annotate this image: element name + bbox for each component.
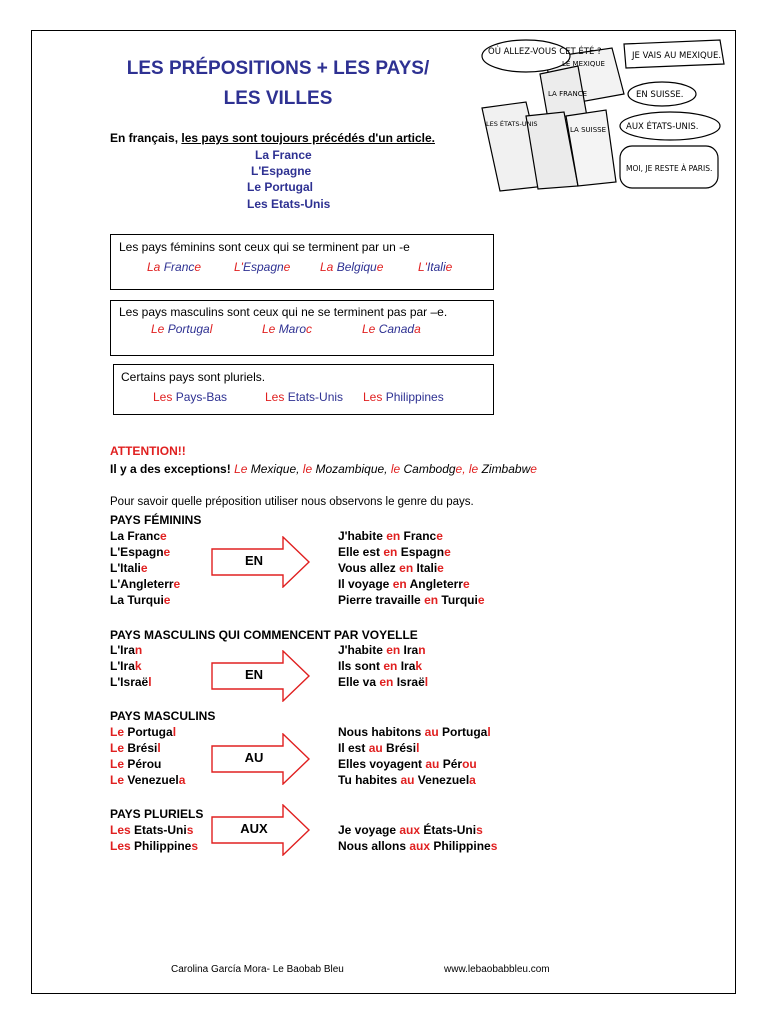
attention-title: ATTENTION!! (110, 444, 186, 458)
sentence-country: Ira (400, 643, 419, 657)
right-row (338, 725, 491, 739)
intro-example-3: Le Portugal (247, 180, 314, 194)
intro-example-2: L'Espagne (251, 164, 312, 178)
preposition: aux (409, 839, 431, 853)
left-name: Etats-Uni (130, 823, 187, 837)
preposition: en (383, 659, 398, 673)
left-article: Le (110, 773, 125, 787)
left-name: L'Espagn (110, 545, 164, 559)
left-name: L'Itali (110, 561, 141, 575)
country-ending: a (469, 773, 476, 787)
right-row (338, 577, 470, 591)
sentence-country: Portuga (438, 725, 488, 739)
left-name: La Franc (110, 529, 161, 543)
cartoon-book1: LE MEXIQUE (562, 60, 605, 68)
masculine-example-3: Le Canada (362, 322, 421, 336)
intro-example-1: La France (255, 148, 312, 162)
left-end: e (163, 545, 171, 559)
left-row (110, 741, 161, 755)
sentence-country: Turqui (438, 593, 478, 607)
left-row (110, 529, 167, 543)
sentence-country: Espagn (397, 545, 445, 559)
country-ending: k (415, 659, 423, 673)
sentence-start: Vous allez (338, 561, 400, 575)
left-row (110, 839, 198, 853)
sentence-start: J'habite (338, 529, 387, 543)
country-ending: e (437, 561, 444, 575)
right-row (338, 757, 477, 771)
left-name: La Turqui (110, 593, 164, 607)
cartoon-bubble4: AUX ÉTATS-UNIS. (626, 122, 699, 132)
preposition: en (386, 529, 401, 543)
box-plural-text: Certains pays sont pluriels. (121, 370, 266, 384)
cartoon-bubble5: MOI, JE RESTE À PARIS. (626, 164, 713, 173)
country-ending: l (424, 675, 429, 689)
left-row (110, 725, 176, 739)
preposition: au (424, 725, 439, 739)
right-row (338, 593, 485, 607)
intro-prefix: En français, (110, 131, 182, 145)
sentence-start: J'habite (338, 643, 387, 657)
preposition: en (379, 675, 394, 689)
plural-example-1: Les Pays-Bas (153, 390, 228, 404)
feminine-example-1: La France (147, 260, 202, 274)
preposition: au (368, 741, 383, 755)
arrow-icon (211, 804, 311, 856)
left-end: n (134, 643, 143, 657)
left-name: Venezuel (124, 773, 179, 787)
left-name: Portuga (124, 725, 173, 739)
box-masculine-text: Les pays masculins sont ceux qui ne se terminent pas par –e. (119, 305, 448, 319)
arrow-icon (211, 733, 311, 785)
section-heading: PAYS MASCULINS (110, 709, 216, 723)
sentence-country: Itali (413, 561, 438, 575)
country-ending: ou (462, 757, 477, 771)
left-row (110, 659, 142, 673)
arrow-label: AU (244, 750, 264, 765)
right-row (338, 773, 476, 787)
left-name: Brési (124, 741, 158, 755)
preposition: en (424, 593, 439, 607)
sentence-start: Nous allons (338, 839, 410, 853)
intro-line (110, 131, 435, 145)
preposition: au (425, 757, 440, 771)
right-row (338, 545, 451, 559)
right-row (338, 659, 422, 673)
left-row (110, 643, 142, 657)
left-article: Les (110, 839, 131, 853)
feminine-example-4: L'Italie (418, 260, 453, 274)
left-name: L'Ira (110, 659, 135, 673)
right-row (338, 529, 443, 543)
left-end: e (173, 577, 181, 591)
left-row (110, 561, 148, 575)
box-feminine-text: Les pays féminins sont ceux qui se terminent par un -e (119, 240, 410, 254)
left-end: l (157, 741, 161, 755)
right-row (338, 741, 419, 755)
left-end: s (186, 823, 194, 837)
observe-text: Pour savoir quelle préposition utiliser nous observons le genre du pays. (110, 496, 474, 508)
country-ending: s (490, 839, 498, 853)
preposition: en (392, 577, 407, 591)
cartoon-book3: LES ÉTATS-UNIS (486, 120, 538, 128)
left-end: s (191, 839, 199, 853)
sentence-country: Ira (397, 659, 416, 673)
left-end: l (148, 675, 152, 689)
plural-example-2: Les Etats-Unis (265, 390, 344, 404)
arrow-icon (211, 536, 311, 588)
cartoon-bubble3: EN SUISSE. (636, 90, 684, 100)
sentence-country: Franc (400, 529, 437, 543)
preposition: en (386, 643, 401, 657)
sentence-start: Elle est (338, 545, 384, 559)
left-row (110, 773, 185, 787)
sentence-country: Venezuel (414, 773, 470, 787)
plural-example-3: Les Philippines (363, 390, 444, 404)
cartoon-illustration (474, 36, 728, 192)
preposition: au (400, 773, 415, 787)
preposition: aux (399, 823, 421, 837)
country-ending: e (462, 577, 470, 591)
section-heading: PAYS FÉMININS (110, 513, 202, 527)
cartoon-book2: LA FRANCE (548, 90, 588, 98)
masculine-example-2: Le Maroc (262, 322, 313, 336)
country-ending: e (477, 593, 485, 607)
left-name: Philippine (130, 839, 192, 853)
left-name: L'Ira (110, 643, 135, 657)
right-row (338, 839, 497, 853)
left-end: l (172, 725, 177, 739)
cartoon-bubble2: JE VAIS AU MEXIQUE. (632, 51, 722, 61)
preposition: en (399, 561, 414, 575)
left-end: k (134, 659, 142, 673)
left-row (110, 675, 152, 689)
left-row (110, 823, 193, 837)
country-ending: s (476, 823, 483, 837)
intro-underlined: les pays sont toujours précédés d'un article. (181, 131, 435, 145)
footer-author: Carolina García Mora- Le Baobab Bleu (171, 964, 344, 975)
sentence-country: Brési (382, 741, 417, 755)
arrow-label: AUX (240, 821, 268, 836)
left-end: e (163, 593, 171, 607)
country-ending: e (436, 529, 443, 543)
cartoon-bubble1: OÙ ALLEZ-VOUS CET ÉTÉ ? (488, 47, 602, 57)
sentence-start: Il voyage (338, 577, 393, 591)
left-row (110, 545, 170, 559)
section-heading: PAYS MASCULINS QUI COMMENCENT PAR VOYELLE (110, 628, 418, 642)
left-name: L'Israë (110, 675, 149, 689)
sentence-country: Pér (439, 757, 463, 771)
sentence-country: Angleterr (406, 577, 463, 591)
cartoon-book4: LA SUISSE (570, 126, 607, 134)
left-end: e (140, 561, 148, 575)
left-article: Le (110, 725, 125, 739)
left-row (110, 757, 161, 771)
right-row (338, 675, 428, 689)
page-title: LES PRÉPOSITIONS + LES PAYS/ (126, 58, 430, 79)
arrow-icon (211, 650, 311, 702)
preposition: en (383, 545, 398, 559)
sentence-country: États-Uni (420, 823, 477, 837)
page-title-line2: LES VILLES (223, 88, 333, 109)
sentence-start: Elle va (338, 675, 380, 689)
left-row (110, 593, 170, 607)
left-name: Pérou (124, 757, 162, 771)
country-ending: l (487, 725, 491, 739)
left-end: e (160, 529, 167, 543)
left-row (110, 577, 180, 591)
sentence-country: Israë (393, 675, 425, 689)
exceptions-line: Il y a des exceptions! Le Mexique, le Mozambique, le Cambodge, le Zimbabwe (110, 462, 537, 476)
right-row (338, 561, 444, 575)
footer-website: www.lebaobabbleu.com (444, 964, 550, 975)
right-row (338, 643, 426, 657)
left-name: L'Angleterr (110, 577, 174, 591)
sentence-country: Philippine (430, 839, 491, 853)
left-end: a (178, 773, 186, 787)
intro-example-4: Les Etats-Unis (247, 197, 331, 211)
sentence-start: Elles voyagent (338, 757, 426, 771)
country-ending: l (416, 741, 420, 755)
sentence-start: Il est (338, 741, 369, 755)
left-article: Le (110, 741, 125, 755)
feminine-example-3: La Belgique (320, 260, 384, 274)
country-ending: e (444, 545, 451, 559)
exceptions-lead: Il y a des exceptions! (110, 462, 231, 476)
arrow-label: EN (244, 553, 264, 568)
sentence-start: Je voyage (338, 823, 400, 837)
feminine-example-2: L'Espagne (234, 260, 291, 274)
sentence-start: Tu habites (338, 773, 401, 787)
sentence-start: Nous habitons (338, 725, 425, 739)
left-article: Les (110, 823, 131, 837)
masculine-example-1: Le Portugal (151, 322, 213, 336)
section-heading: PAYS PLURIELS (110, 807, 204, 821)
arrow-label: EN (244, 667, 264, 682)
sentence-start: Ils sont (338, 659, 384, 673)
left-article: Le (110, 757, 125, 771)
right-row (338, 823, 483, 837)
sentence-start: Pierre travaille (338, 593, 425, 607)
country-ending: n (418, 643, 426, 657)
